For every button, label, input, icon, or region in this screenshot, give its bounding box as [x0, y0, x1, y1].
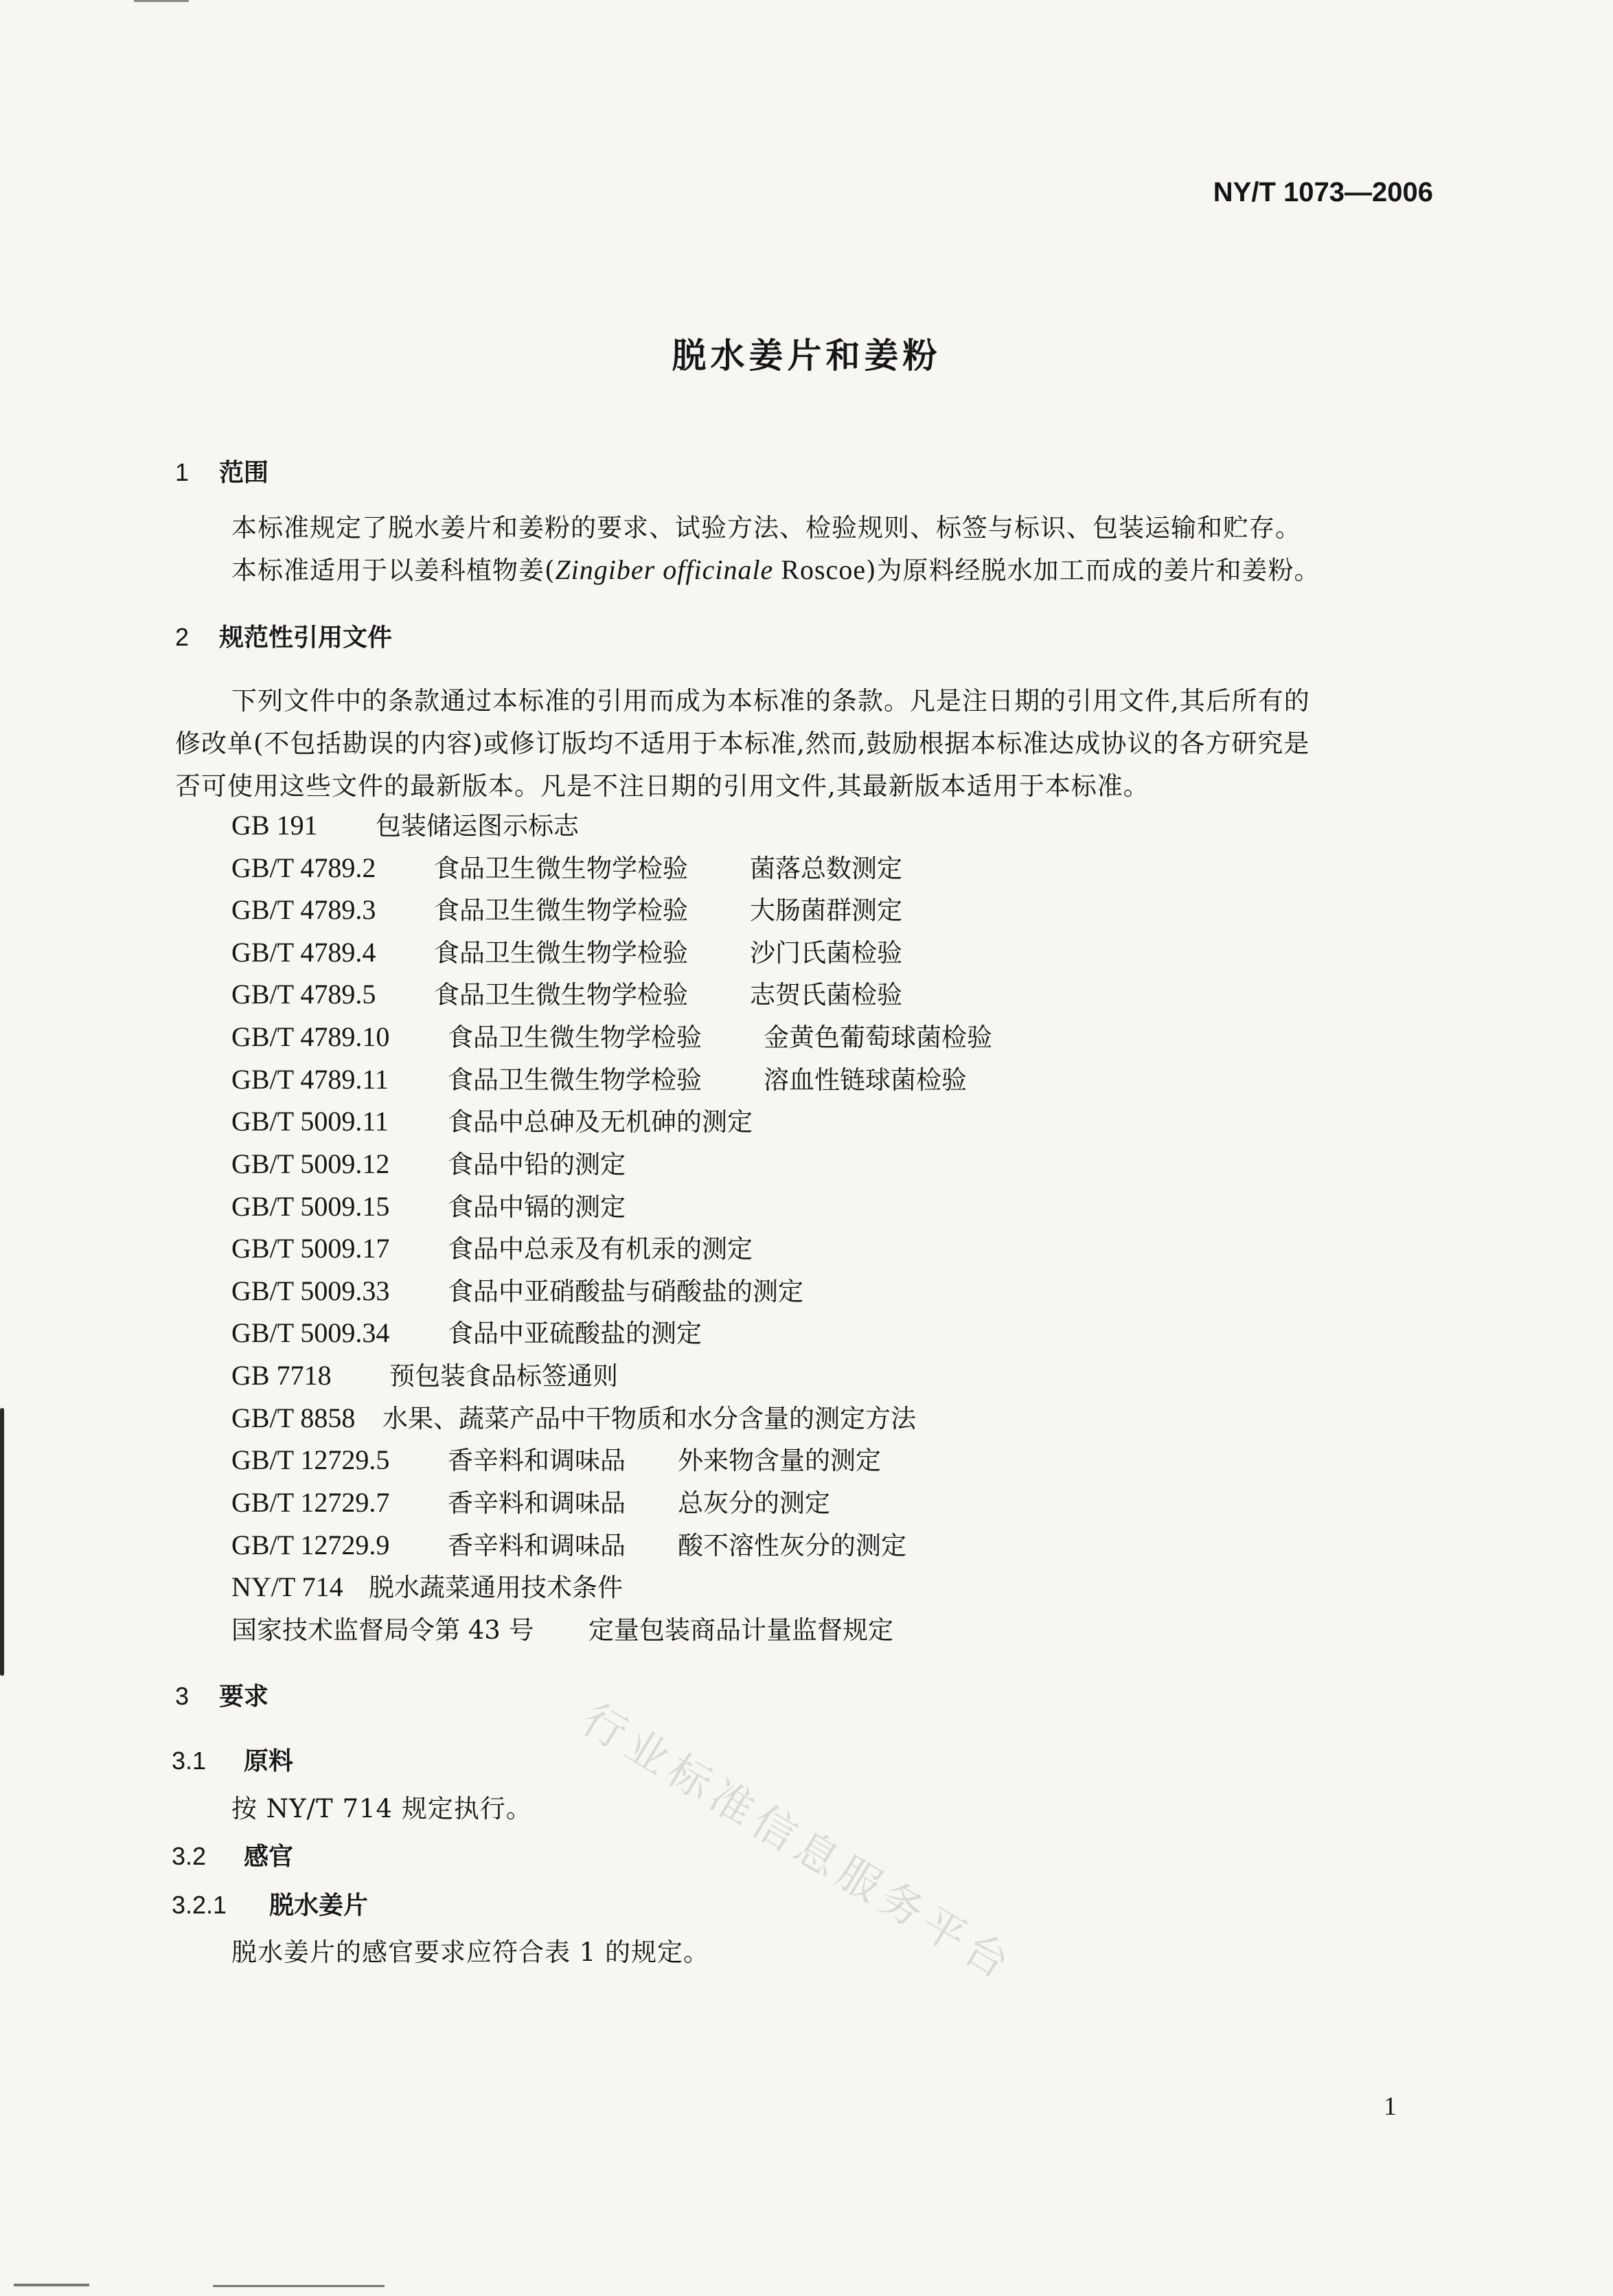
watermark: 行业标准信息服务平台: [573, 1694, 1024, 1992]
reference-item: [231, 1355, 618, 1392]
scan-artifact-bottom: [0, 2284, 385, 2296]
reference-subtitle: 外来物含量的测定: [678, 1446, 881, 1475]
reference-item: [231, 1567, 623, 1604]
reference-item: [231, 1101, 753, 1138]
reference-item: [231, 974, 902, 1011]
reference-title: 水果、蔬菜产品中干物质和水分含量的测定方法: [382, 1404, 916, 1433]
latin-author: Roscoe: [773, 554, 867, 585]
section-3-2-1-heading: [172, 1886, 368, 1921]
reference-title: 食品卫生微生物学检验: [434, 938, 688, 968]
document-title: 脱水姜片和姜粉: [672, 336, 941, 376]
section-number: 1: [175, 458, 190, 486]
scan-artifact-left-edge: [0, 1408, 4, 1676]
scan-artifact-top: [134, 0, 189, 2]
reference-subtitle: 酸不溶性灰分的测定: [678, 1531, 906, 1560]
reference-item: [231, 1398, 916, 1435]
reference-title: 食品卫生微生物学检验: [434, 980, 688, 1010]
reference-item: [231, 1059, 967, 1096]
section-title: 原料: [244, 1747, 294, 1775]
section-number: 2: [175, 623, 190, 651]
paragraph: 否可使用这些文件的最新版本。凡是不注日期的引用文件,其最新版本适用于本标准。: [175, 771, 1149, 801]
reference-item: [231, 1525, 906, 1562]
reference-subtitle: 沙门氏菌检验: [750, 938, 902, 968]
latin-name: Zingiber officinale: [555, 554, 774, 585]
reference-code: GB/T 5009.15: [231, 1191, 390, 1222]
reference-item: [231, 848, 902, 885]
paragraph: 下列文件中的条款通过本标准的引用而成为本标准的条款。凡是注日期的引用文件,其后所有的: [231, 686, 1310, 716]
reference-item: [231, 1312, 702, 1350]
reference-item: [231, 1440, 881, 1477]
reference-title: 食品卫生微生物学检验: [434, 854, 688, 883]
reference-title: 包装储运图示标志: [376, 811, 579, 841]
section-number: 3.2: [172, 1842, 207, 1870]
reference-item: [231, 932, 902, 969]
section-number: 3.2.1: [172, 1891, 227, 1919]
section-number: 3: [175, 1682, 190, 1710]
section-title: 范围: [219, 459, 269, 487]
reference-title: 预包装食品标签通则: [389, 1361, 618, 1391]
reference-title: 食品卫生微生物学检验: [448, 1023, 702, 1052]
reference-title: 定量包装商品计量监督规定: [588, 1615, 893, 1645]
section-number: 3.1: [172, 1747, 207, 1775]
section-3-heading: [175, 1677, 268, 1712]
reference-code: GB/T 4789.2: [231, 852, 376, 883]
reference-title: 食品中亚硝酸盐与硝酸盐的测定: [448, 1277, 803, 1306]
reference-code: GB/T 12729.5: [231, 1444, 390, 1475]
paragraph: 脱水姜片的感官要求应符合表 1 的规定。: [231, 1937, 710, 1967]
reference-title: 香辛料和调味品: [448, 1488, 626, 1518]
reference-subtitle: 大肠菌群测定: [750, 896, 902, 925]
reference-title: 食品中铅的测定: [448, 1150, 626, 1179]
reference-code: GB 7718: [231, 1360, 332, 1391]
section-3-1-heading: [172, 1742, 293, 1777]
reference-subtitle: 溶血性链球菌检验: [764, 1065, 967, 1095]
section-title: 规范性引用文件: [219, 624, 393, 652]
reference-title: 食品中总砷及无机砷的测定: [448, 1107, 753, 1137]
reference-title: 香辛料和调味品: [448, 1531, 626, 1560]
reference-subtitle: 金黄色葡萄球菌检验: [764, 1023, 992, 1052]
reference-item: [231, 1271, 803, 1308]
reference-code: GB/T 4789.4: [231, 937, 376, 968]
section-title: 脱水姜片: [269, 1891, 369, 1920]
reference-title: 脱水蔬菜通用技术条件: [369, 1573, 623, 1602]
reference-code: GB/T 5009.33: [231, 1275, 390, 1306]
reference-item: [231, 1609, 893, 1646]
reference-code: GB/T 5009.17: [231, 1233, 390, 1264]
reference-subtitle: 菌落总数测定: [750, 854, 902, 883]
reference-item: [231, 1482, 830, 1519]
reference-code: GB/T 5009.34: [231, 1317, 390, 1348]
reference-title: 食品中亚硫酸盐的测定: [448, 1319, 702, 1348]
reference-subtitle: 总灰分的测定: [678, 1488, 830, 1518]
reference-title: 香辛料和调味品: [448, 1446, 626, 1475]
reference-code: GB/T 8858: [231, 1402, 356, 1433]
reference-title: 食品中镉的测定: [448, 1192, 626, 1222]
section-3-2-heading: [172, 1837, 293, 1872]
paragraph: 修改单(不包括勘误的内容)或修订版均不适用于本标准,然而,鼓励根据本标准达成协议的各方研究是: [175, 729, 1310, 758]
reference-code: 国家技术监督局令第 43 号: [231, 1615, 534, 1645]
reference-code: GB/T 12729.9: [231, 1530, 390, 1560]
reference-code: NY/T 714: [231, 1571, 343, 1602]
reference-code: GB 191: [231, 810, 318, 841]
reference-code: GB/T 4789.10: [231, 1021, 390, 1052]
reference-code: GB/T 5009.11: [231, 1106, 389, 1137]
standard-code: NY/T 1073—2006: [1213, 177, 1433, 207]
reference-item: [231, 889, 902, 927]
reference-code: GB/T 4789.5: [231, 979, 376, 1010]
reference-item: [231, 805, 579, 842]
reference-code: GB/T 12729.7: [231, 1487, 390, 1518]
reference-title: 食品卫生微生物学检验: [434, 896, 688, 925]
paragraph: 本标准规定了脱水姜片和姜粉的要求、试验方法、检验规则、标签与标识、包装运输和贮存。: [231, 513, 1301, 543]
reference-code: GB/T 4789.3: [231, 894, 376, 925]
reference-subtitle: 志贺氏菌检验: [750, 980, 902, 1010]
reference-title: 食品卫生微生物学检验: [448, 1065, 702, 1095]
reference-item: [231, 1016, 992, 1054]
reference-item: [231, 1228, 753, 1265]
section-title: 感官: [244, 1843, 294, 1871]
paragraph: 按 NY/T 714 规定执行。: [231, 1794, 532, 1823]
paragraph: 本标准适用于以姜科植物姜(Zingiber officinale Roscoe)为原料经脱水加工而成的姜片和姜粉。: [231, 554, 1320, 585]
reference-code: GB/T 4789.11: [231, 1064, 389, 1095]
reference-title: 食品中总汞及有机汞的测定: [448, 1234, 753, 1264]
section-1-heading: [175, 453, 268, 488]
reference-item: [231, 1186, 626, 1223]
section-2-heading: [175, 618, 392, 653]
reference-item: [231, 1144, 626, 1181]
page-number: 1: [1384, 2092, 1397, 2121]
section-title: 要求: [219, 1683, 269, 1711]
reference-code: GB/T 5009.12: [231, 1148, 390, 1179]
